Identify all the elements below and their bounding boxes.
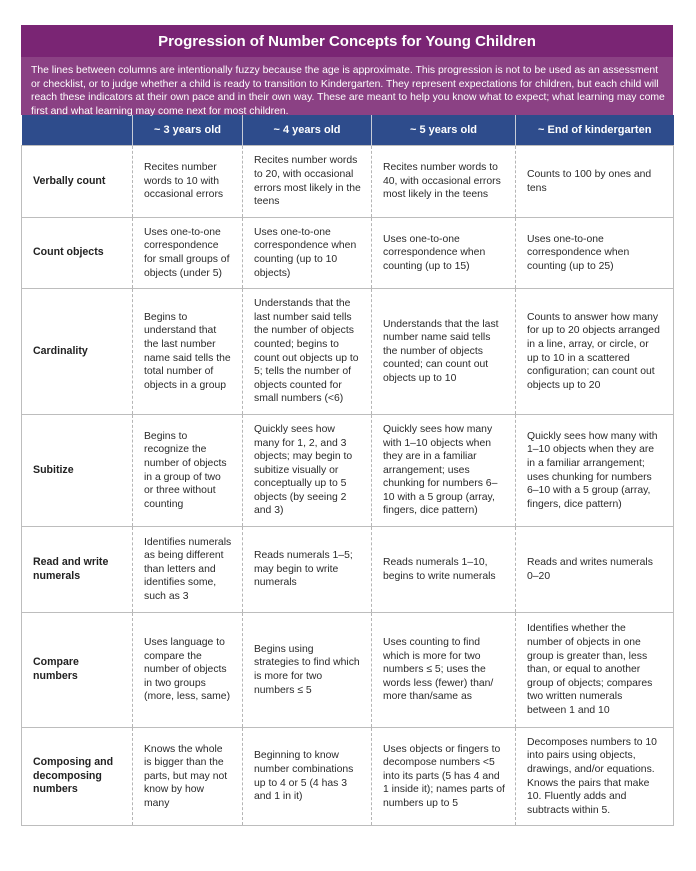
- column-header-concept: [22, 115, 133, 146]
- row-label: Verbally count: [22, 146, 133, 218]
- table-cell: Uses language to compare the number of objects in two groups (more, less, same): [133, 613, 243, 728]
- table-cell: Identifies numerals as being different than letters and identifies some, such as 3: [133, 527, 243, 613]
- table-row: [22, 527, 674, 613]
- table-cell: Uses counting to find which is more for two numbers ≤ 5; uses the words less (fewer) than/ more than/same as: [372, 613, 516, 728]
- table-cell: Uses objects or fingers to decompose numbers <5 into its parts (5 has 4 and 1 inside it); names parts of numbers up to 5: [372, 728, 516, 826]
- header-row: [22, 115, 674, 146]
- table-row: [22, 218, 674, 289]
- table-row: [22, 146, 674, 218]
- table-cell: Decomposes numbers to 10 into pairs using objects, drawings, and/or equations. Knows the pairs that make 10. Fluently adds and subtracts within 5.: [516, 728, 674, 826]
- row-label: Compare numbers: [22, 613, 133, 728]
- table-cell: Counts to answer how many for up to 20 objects arranged in a line, array, or circle, or up to 10 in a scattered configuration; can count out objects up to 20: [516, 289, 674, 415]
- table-cell: Begins using strategies to find which is more for two numbers ≤ 5: [243, 613, 372, 728]
- table-row: [22, 415, 674, 527]
- row-label: Read and write numerals: [22, 527, 133, 613]
- table-cell: Uses one-to-one correspondence for small groups of objects (under 5): [133, 218, 243, 289]
- intro-text: The lines between columns are intentionally fuzzy because the age is approximate. This progression is not to be used as an assessment or checklist, or to judge whether a child is ready to transition to Kindergarten. They represent expectations for children, but each child will reach these indicators at their own pace and in their own way. These are meant to help you know what to expect; what learning may come first and what learning may come next for most children.: [21, 57, 673, 115]
- column-header-end-kindergarten: ~ End of kindergarten: [516, 115, 674, 146]
- table-cell: Recites number words to 40, with occasional errors most likely in the teens: [372, 146, 516, 218]
- row-label: Subitize: [22, 415, 133, 527]
- column-header-4-years: ~ 4 years old: [243, 115, 372, 146]
- row-label: Cardinality: [22, 289, 133, 415]
- table-cell: Begins to recognize the number of objects in a group of two or three without counting: [133, 415, 243, 527]
- table-cell: Reads and writes numerals 0–20: [516, 527, 674, 613]
- table-cell: Beginning to know number combinations up to 4 or 5 (4 has 3 and 1 in it): [243, 728, 372, 826]
- table-cell: Quickly sees how many with 1–10 objects when they are in a familiar arrangement; uses chunking for numbers 6–10 with a 5 group (array, fingers, dice pattern): [516, 415, 674, 527]
- table-cell: Quickly sees how many for 1, 2, and 3 objects; may begin to subitize visually or conceptually up to 5 objects (by seeing 2 and 3): [243, 415, 372, 527]
- column-header-3-years: ~ 3 years old: [133, 115, 243, 146]
- column-header-5-years: ~ 5 years old: [372, 115, 516, 146]
- table-cell: Recites number words to 20, with occasional errors most likely in the teens: [243, 146, 372, 218]
- chart-container: [21, 25, 673, 826]
- page-title: Progression of Number Concepts for Young Children: [21, 25, 673, 57]
- table-row: [22, 613, 674, 728]
- table-cell: Counts to 100 by ones and tens: [516, 146, 674, 218]
- table-cell: Understands that the last number said tells the number of objects counted; begins to count out objects up to 5; tells the number of objects counted for small numbers (<6): [243, 289, 372, 415]
- table-cell: Knows the whole is bigger than the parts, but may not know by how many: [133, 728, 243, 826]
- row-label: Composing and decomposing numbers: [22, 728, 133, 826]
- table-row: [22, 289, 674, 415]
- table-cell: Uses one-to-one correspondence when counting (up to 25): [516, 218, 674, 289]
- table-cell: Identifies whether the number of objects in one group is greater than, less than, or equal to another group of objects; compares two written numerals between 1 and 10: [516, 613, 674, 728]
- table-cell: Reads numerals 1–10, begins to write numerals: [372, 527, 516, 613]
- table-cell: Reads numerals 1–5; may begin to write numerals: [243, 527, 372, 613]
- progression-table: [21, 115, 674, 826]
- table-cell: Uses one-to-one correspondence when counting (up to 15): [372, 218, 516, 289]
- table-cell: Begins to understand that the last number name said tells the total number of objects in a group: [133, 289, 243, 415]
- row-label: Count objects: [22, 218, 133, 289]
- table-cell: Uses one-to-one correspondence when counting (up to 10 objects): [243, 218, 372, 289]
- table-cell: Quickly sees how many with 1–10 objects when they are in a familiar arrangement; uses chunking for numbers 6–10 with a 5 group (array, fingers, dice pattern): [372, 415, 516, 527]
- table-cell: Understands that the last number name said tells the number of objects counted; can count out objects up to 10: [372, 289, 516, 415]
- table-row: [22, 728, 674, 826]
- table-cell: Recites number words to 10 with occasional errors: [133, 146, 243, 218]
